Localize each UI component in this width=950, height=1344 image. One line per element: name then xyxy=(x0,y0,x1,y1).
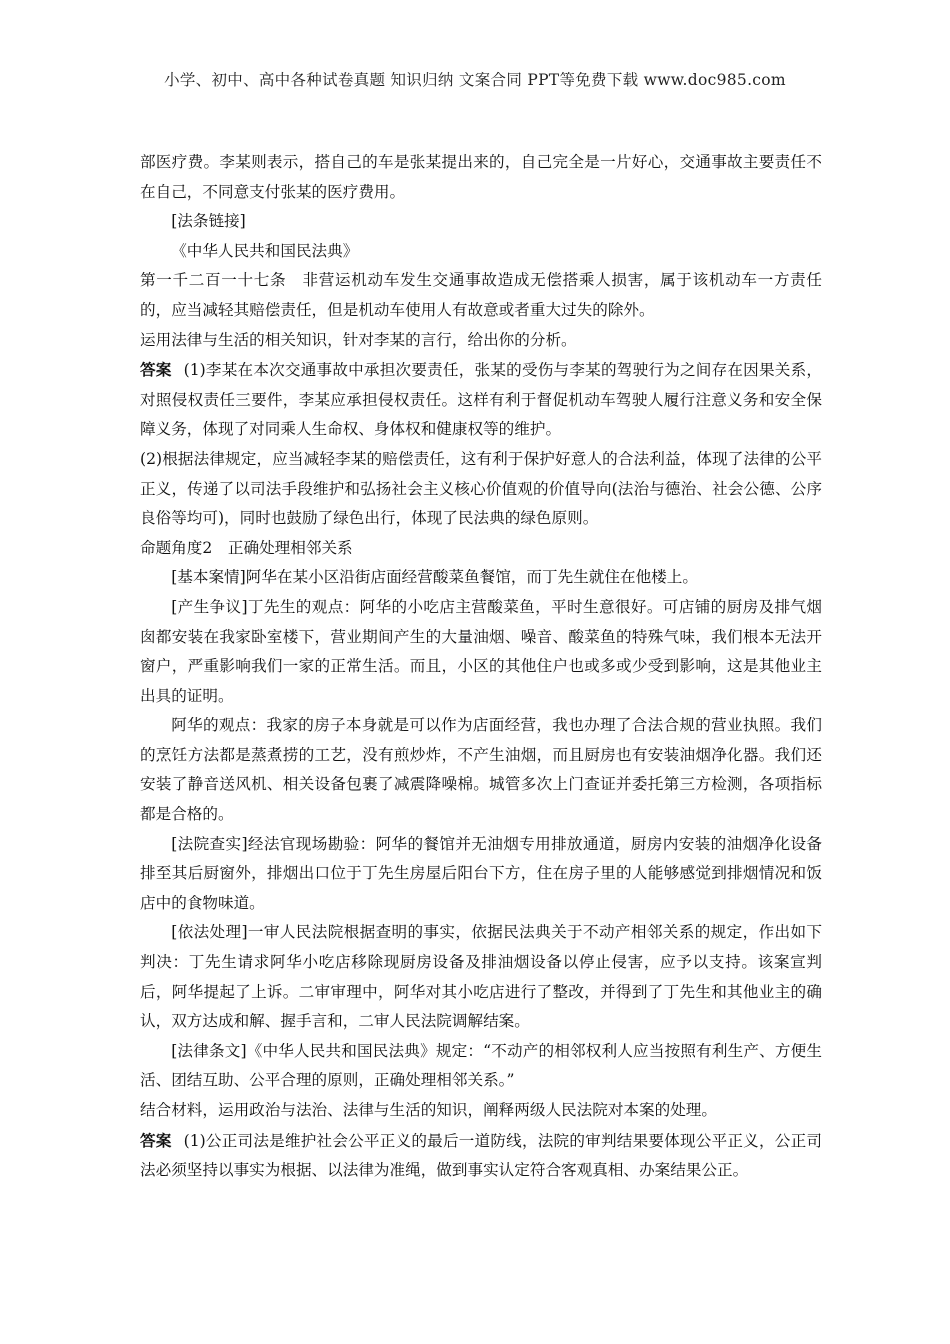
answer-1-part-2: (2)根据法律规定，应当减轻李某的赔偿责任，这有利于保护好意人的合法利益，体现了法律的公平正义，传递了以司法手段维护和弘扬社会主义核心价值观的价值导向(法治与德治、社会公德、公序良俗等均可)，同时也鼓励了绿色出行，体现了民法典的绿色原则。 xyxy=(140,449,822,528)
heading-law-link: [法条链接] xyxy=(171,212,246,231)
answer-1 xyxy=(140,355,822,445)
page-header: 小学、初中、高中各种试卷真题 知识归纳 文案合同 PPT等免费下载 www.doc985.com xyxy=(164,71,786,89)
question-1: 运用法律与生活的相关知识，针对李某的言行，给出你的分析。 xyxy=(140,330,577,349)
section-heading-angle-2: 命题角度2 正确处理相邻关系 xyxy=(140,538,353,557)
answer-label: 答案 xyxy=(140,360,172,380)
answer-label: 答案 xyxy=(140,1130,172,1150)
paragraph-law-text: [法律条文]《中华人民共和国民法典》规定：“不动产的相邻权利人应当按照有利生产、方便生活、团结互助、公平合理的原则，正确处理相邻关系。” xyxy=(140,1041,822,1090)
paragraph-dispute: [产生争议]丁先生的观点：阿华的小吃店主营酸菜鱼，平时生意很好。可店铺的厨房及排气烟囱都安装在我家卧室楼下，营业期间产生的大量油烟、噪音、酸菜鱼的特殊气味，我们根本无法开窗户，严重影响我们一家的正常生活。而且，小区的其他住户也或多或少受到影响，这是其他业主出具的证明。 xyxy=(140,597,822,705)
answer-1-text: (1)李某在本次交通事故中承担次要责任，张某的受伤与李某的驾驶行为之间存在因果关系，对照侵权责任三要件，李某应承担侵权责任。这样有利于督促机动车驾驶人履行注意义务和安全保障义务，体现了对同乘人生命权、身体权和健康权等的维护。 xyxy=(140,361,822,439)
paragraph-ahua-view: 阿华的观点：我家的房子本身就是可以作为店面经营，我也办理了合法合规的营业执照。我们的烹饪方法都是蒸煮捞的工艺，没有煎炒炸，不产生油烟，而且厨房也有安装油烟净化器。我们还安装了静音送风机、相关设备包裹了减震降噪棉。城管多次上门查证并委托第三方检测，各项指标都是合格的。 xyxy=(140,716,822,824)
law-article-1217: 第一千二百一十七条 非营运机动车发生交通事故造成无偿搭乘人损害，属于该机动车一方责任的，应当减轻其赔偿责任，但是机动车使用人有故意或者重大过失的除外。 xyxy=(140,271,822,319)
paragraph-legal-handling: [依法处理]一审人民法院根据查明的事实，依据民法典关于不动产相邻关系的规定，作出如下判决：丁先生请求阿华小吃店移除现厨房设备及排油烟设备以停止侵害，应予以支持。该案宣判后，阿华提起了上诉。二审审理中，阿华对其小吃店进行了整改，并得到了丁先生和其他业主的确认，双方达成和解、握手言和，二审人民法院调解结案。 xyxy=(140,923,822,1031)
question-2: 结合材料，运用政治与法治、法律与生活的知识，阐释两级人民法院对本案的处理。 xyxy=(140,1101,717,1119)
answer-2 xyxy=(140,1126,822,1186)
document-body xyxy=(140,148,822,1186)
answer-2-text: (1)公正司法是维护社会公平正义的最后一道防线，法院的审判结果要体现公平正义，公正司法必须坚持以事实为根据、以法律为准绳，做到事实认定符合客观真相、办案结果公正。 xyxy=(140,1131,822,1180)
law-title: 《中华人民共和国民法典》 xyxy=(171,241,359,260)
paragraph-basic-case: [基本案情]阿华在某小区沿街店面经营酸菜鱼餐馆，而丁先生就住在他楼上。 xyxy=(171,568,698,587)
paragraph-court-findings: [法院查实]经法官现场勘验：阿华的餐馆并无油烟专用排放通道，厨房内安装的油烟净化设备排至其后厨窗外，排烟出口位于丁先生房屋后阳台下方，住在房子里的人能够感觉到排烟情况和饭店中的食物味道。 xyxy=(140,834,822,912)
paragraph-case-continuation: 部医疗费。李某则表示，搭自己的车是张某提出来的，自己完全是一片好心，交通事故主要责任不在自己，不同意支付张某的医疗费用。 xyxy=(140,153,822,201)
